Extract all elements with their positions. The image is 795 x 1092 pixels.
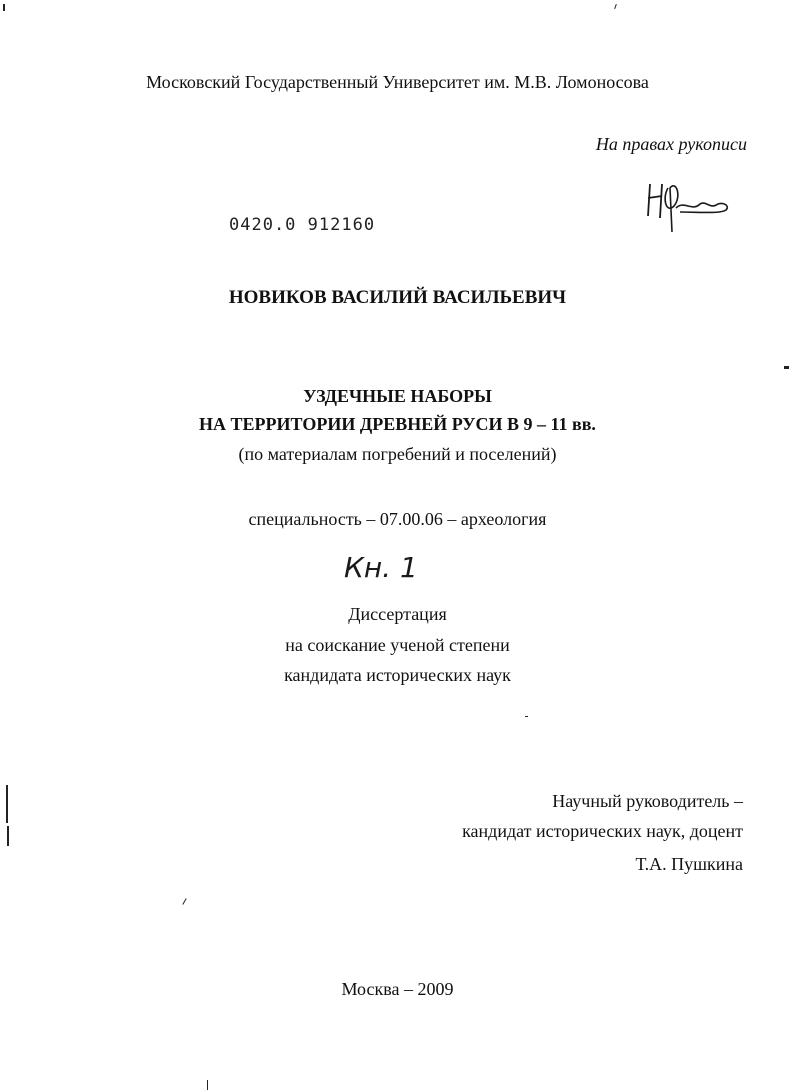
stamp-number: 0420.0 912160 — [229, 215, 376, 235]
scan-mark — [207, 1080, 208, 1090]
handwritten-note-text: Кн. 1 — [344, 551, 418, 584]
supervisor-name: Т.А. Пушкина — [635, 854, 743, 874]
university-name: Московский Государственный Университет им. М.В. Ломоносова — [146, 72, 649, 92]
scan-mark — [6, 785, 8, 823]
scan-mark — [784, 366, 789, 369]
manuscript-rights-note: На правах рукописи — [595, 134, 747, 154]
scan-mark — [182, 898, 186, 905]
dissertation-field-line: кандидата исторических наук — [284, 665, 511, 685]
handwritten-volume-note — [342, 545, 452, 585]
signature-image — [640, 176, 735, 236]
city-year: Москва – 2009 — [341, 979, 454, 999]
title-line-2: НА ТЕРРИТОРИИ ДРЕВНЕЙ РУСИ В 9 – 11 вв. — [199, 414, 596, 434]
scan-mark — [7, 826, 9, 846]
author-name: НОВИКОВ ВАСИЛИЙ ВАСИЛЬЕВИЧ — [228, 287, 567, 308]
dissertation-degree-line: на соискание ученой степени — [285, 635, 510, 655]
scan-mark — [614, 4, 617, 9]
supervisor-degree: кандидат исторических наук, доцент — [462, 821, 743, 841]
title-subtitle: (по материалам погребений и поселений) — [238, 444, 557, 464]
dissertation-label: Диссертация — [348, 604, 447, 624]
supervisor-role: Научный руководитель – — [552, 791, 743, 811]
title-line-1: УЗДЕЧНЫЕ НАБОРЫ — [303, 386, 492, 406]
scan-mark — [3, 4, 5, 11]
specialty-line: специальность – 07.00.06 – археология — [248, 509, 547, 529]
scan-mark — [525, 716, 528, 717]
